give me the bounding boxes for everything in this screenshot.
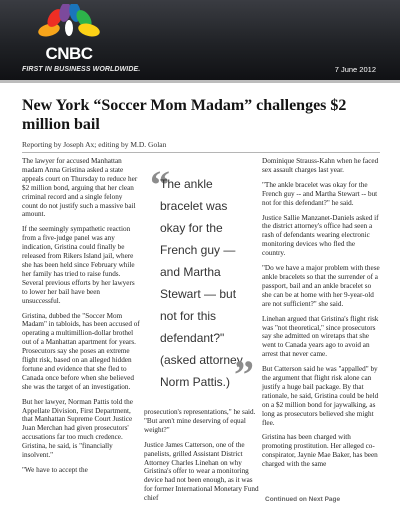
paragraph: But her lawyer, Norman Pattis told the Appellate Division, First Department, that Manhattan Supreme Court Justice Juan Merchan had given prosecutors' accusations far too much credence. Gristina, he said, is "financially insolvent." bbox=[22, 397, 133, 460]
paragraph: The lawyer for accused Manhattan madam Anna Gristina asked a state appeals court on Thursday to reduce her $2 million bond, arguing that her clean criminal record and a single felony count do not justify such a massive bail amount. bbox=[22, 157, 138, 219]
article-column-left bbox=[22, 157, 140, 481]
peacock-body bbox=[65, 20, 73, 36]
paragraph: Justice James Catterson, one of the panelists, grilled Assistant District Attorney Charles Linehan on why Gristina's offer to wear a monitoring device had not been enough, as it was for former International Monetary Fund chief bbox=[144, 440, 259, 503]
byline: Reporting by Joseph Ax; editing by M.D. Golan bbox=[22, 140, 167, 149]
paragraph: "Do we have a major problem with these ankle bracelets so that the surrender of a passport, bail and an ankle bracelet so she can be at home with her 9-year-old are not sufficient?" she said. bbox=[262, 264, 380, 308]
close-quote-icon: ” bbox=[234, 352, 254, 397]
article-title: New York “Soccer Mom Madam” challenges $2 million bail bbox=[22, 97, 347, 133]
paragraph: But Catterson said he was "appalled" by the argument that flight risk alone can justify a huge bail package. By that rationale, he said, Gristina could be held on a $2 million bond for jaywalking, as long as prosecutors believed she might flee. bbox=[262, 365, 379, 427]
paragraph: "We have to accept the bbox=[22, 466, 88, 474]
paragraph: Gristina, dubbed the "Soccer Mom Madam" in tabloids, has been accused of operating a multimillion-dollar brothel out of a Manhattan apartment for years. Prosecutors say she poses an extreme flight risk, based on an alleged hidden fortune and evidence that she fled to Canada once before when she believed she was the target of an investigation. bbox=[22, 311, 140, 391]
title-divider bbox=[22, 152, 380, 153]
paragraph: Linehan argued that Gristina's flight risk was "not theoretical," since prosecutors say she admitted on wiretaps that she went to Canada years ago to avoid an arrest that never came. bbox=[262, 314, 379, 359]
cnbc-wordmark: CNBC bbox=[45, 44, 93, 63]
article-column-right bbox=[262, 157, 380, 475]
paragraph: If the seemingly sympathetic reaction from a five-judge panel was any indication, Gristina could finally be released from Rikers Island jail, where she has been held since February while her family has tried to raise funds. Several previous efforts by her lawyers to lower her bail have been unsuccessful. bbox=[22, 225, 135, 305]
nbc-peacock-logo-icon bbox=[38, 4, 100, 42]
paragraph: prosecution's representations," he said. "But aren't mine deserving of equal weight?" bbox=[144, 408, 256, 434]
pull-quote bbox=[150, 162, 254, 397]
masthead bbox=[0, 0, 400, 80]
publication-date: 7 June 2012 bbox=[334, 65, 376, 74]
paragraph: "The ankle bracelet was okay for the French guy -- and Martha Stewart -- but not for this defendant?" he said. bbox=[262, 180, 378, 207]
header-rule bbox=[0, 80, 400, 83]
paragraph: Gristina has been charged with promoting prostitution. Her alleged co-conspirator, Jaynie Mae Baker, has been charged with the same bbox=[262, 433, 378, 469]
tagline: FIRST IN BUSINESS WORLDWIDE. bbox=[22, 66, 141, 73]
paragraph: Justice Sallie Manzanet-Daniels asked if the district attorney's office had seen a rash of defendants wearing electronic monitoring devices who fled the country. bbox=[262, 213, 379, 258]
open-quote-icon: “ bbox=[150, 162, 170, 207]
article-column-middle bbox=[144, 408, 260, 509]
continued-next-page-link[interactable]: Continued on Next Page bbox=[265, 496, 341, 503]
paragraph: Dominique Strauss-Kahn when he faced sex assault charges last year. bbox=[262, 157, 379, 174]
pull-quote-text: The ankle bracelet was okay for the French guy — and Martha Stewart — but not for this defendant?" (asked attorney Norm Pattis.) bbox=[160, 177, 243, 389]
